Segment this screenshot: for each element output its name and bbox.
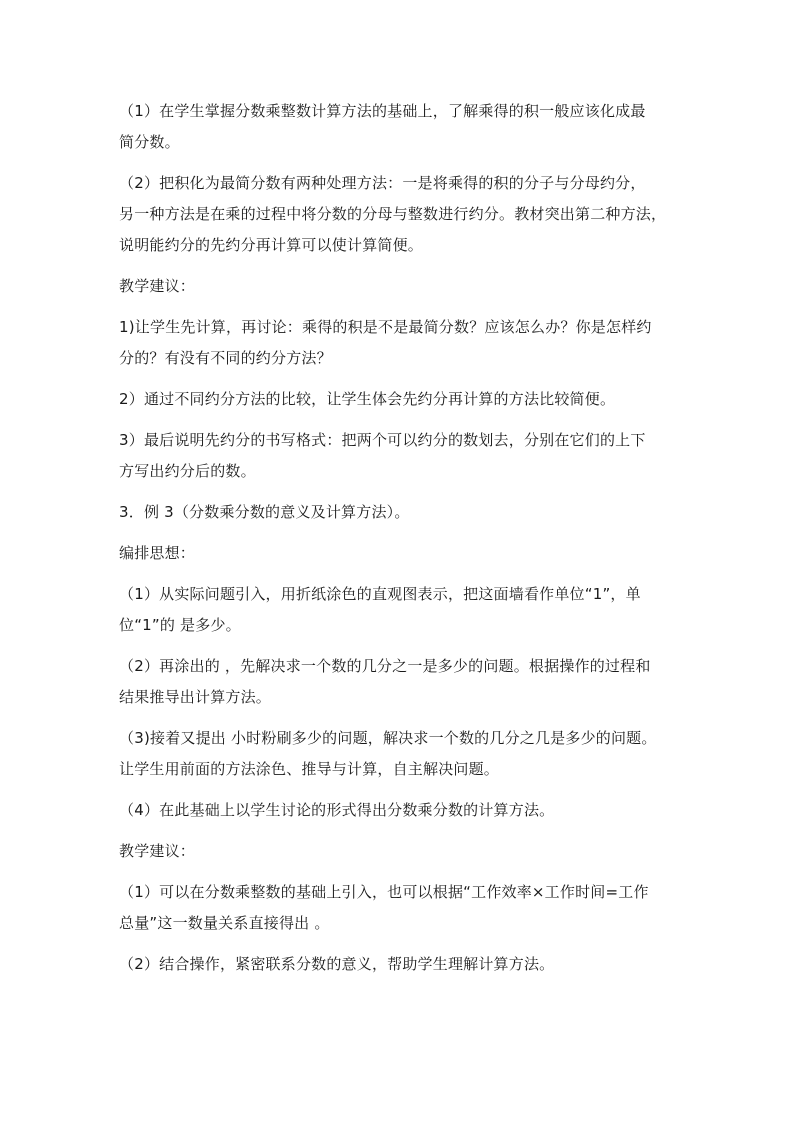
text-line: 简分数。 <box>119 133 180 151</box>
text-line: 结果推导出计算方法。 <box>119 688 272 706</box>
paragraph-suggestion-3 <box>119 425 681 487</box>
text-line: （4）在此基础上以学生讨论的形式得出分数乘分数的计算方法。 <box>119 801 555 819</box>
section-heading-teaching-suggestions <box>119 271 681 302</box>
paragraph-arrangement-4 <box>119 795 681 826</box>
text-line: 1)让学生先计算，再讨论：乘得的积是不是最简分数？应该怎么办？你是怎样约 <box>119 318 652 336</box>
text-line: （2）结合操作，紧密联系分数的意义，帮助学生理解计算方法。 <box>119 955 555 973</box>
text-line: 位“1”的 是多少。 <box>119 616 241 634</box>
heading-line: 教学建议： <box>119 842 196 860</box>
text-line: 总量”这一数量关系直接得出 。 <box>119 914 330 932</box>
paragraph-arrangement-2 <box>119 651 681 713</box>
text-line: （1）可以在分数乘整数的基础上引入，也可以根据“工作效率×工作时间=工作 <box>119 883 649 901</box>
paragraph-1 <box>119 96 681 158</box>
heading-line: 教学建议： <box>119 277 196 295</box>
paragraph-suggestion-1 <box>119 312 681 374</box>
heading-line: 编排思想： <box>119 544 196 562</box>
example-3-heading <box>119 497 681 528</box>
text-line: （1）在学生掌握分数乘整数计算方法的基础上，了解乘得的积一般应该化成最 <box>119 102 646 120</box>
text-line: （3)接着又提出 小时粉刷多少的问题，解决求一个数的几分之几是多少的问题。 <box>119 729 657 747</box>
heading-line: 3．例 3（分数乘分数的意义及计算方法）。 <box>119 503 410 521</box>
text-line: （1）从实际问题引入，用折纸涂色的直观图表示，把这面墙看作单位“1”，单 <box>119 585 641 603</box>
paragraph-suggestion-b1 <box>119 877 681 939</box>
text-line: 2）通过不同约分方法的比较，让学生体会先约分再计算的方法比较简便。 <box>119 390 616 408</box>
paragraph-suggestion-2 <box>119 384 681 415</box>
section-heading-arrangement <box>119 538 681 569</box>
text-line: 分的？有没有不同的约分方法？ <box>119 349 332 367</box>
text-line: （2）再涂出的 ，先解决求一个数的几分之一是多少的问题。根据操作的过程和 <box>119 657 651 675</box>
paragraph-arrangement-1 <box>119 579 681 641</box>
text-line: （2）把积化为最简分数有两种处理方法：一是将乘得的积的分子与分母约分， <box>119 174 646 192</box>
text-line: 让学生用前面的方法涂色、推导与计算，自主解决问题。 <box>119 760 500 778</box>
text-line: 3）最后说明先约分的书写格式：把两个可以约分的数划去，分别在它们的上下 <box>119 431 646 449</box>
text-line: 另一种方法是在乘的过程中将分数的分母与整数进行约分。教材突出第二种方法， <box>119 205 667 223</box>
paragraph-2 <box>119 168 681 261</box>
document-body <box>119 96 681 980</box>
paragraph-arrangement-3 <box>119 723 681 785</box>
section-heading-teaching-suggestions-2 <box>119 836 681 867</box>
text-line: 说明能约分的先约分再计算可以使计算简便。 <box>119 236 424 254</box>
text-line: 方写出约分后的数。 <box>119 462 256 480</box>
paragraph-suggestion-b2 <box>119 949 681 980</box>
